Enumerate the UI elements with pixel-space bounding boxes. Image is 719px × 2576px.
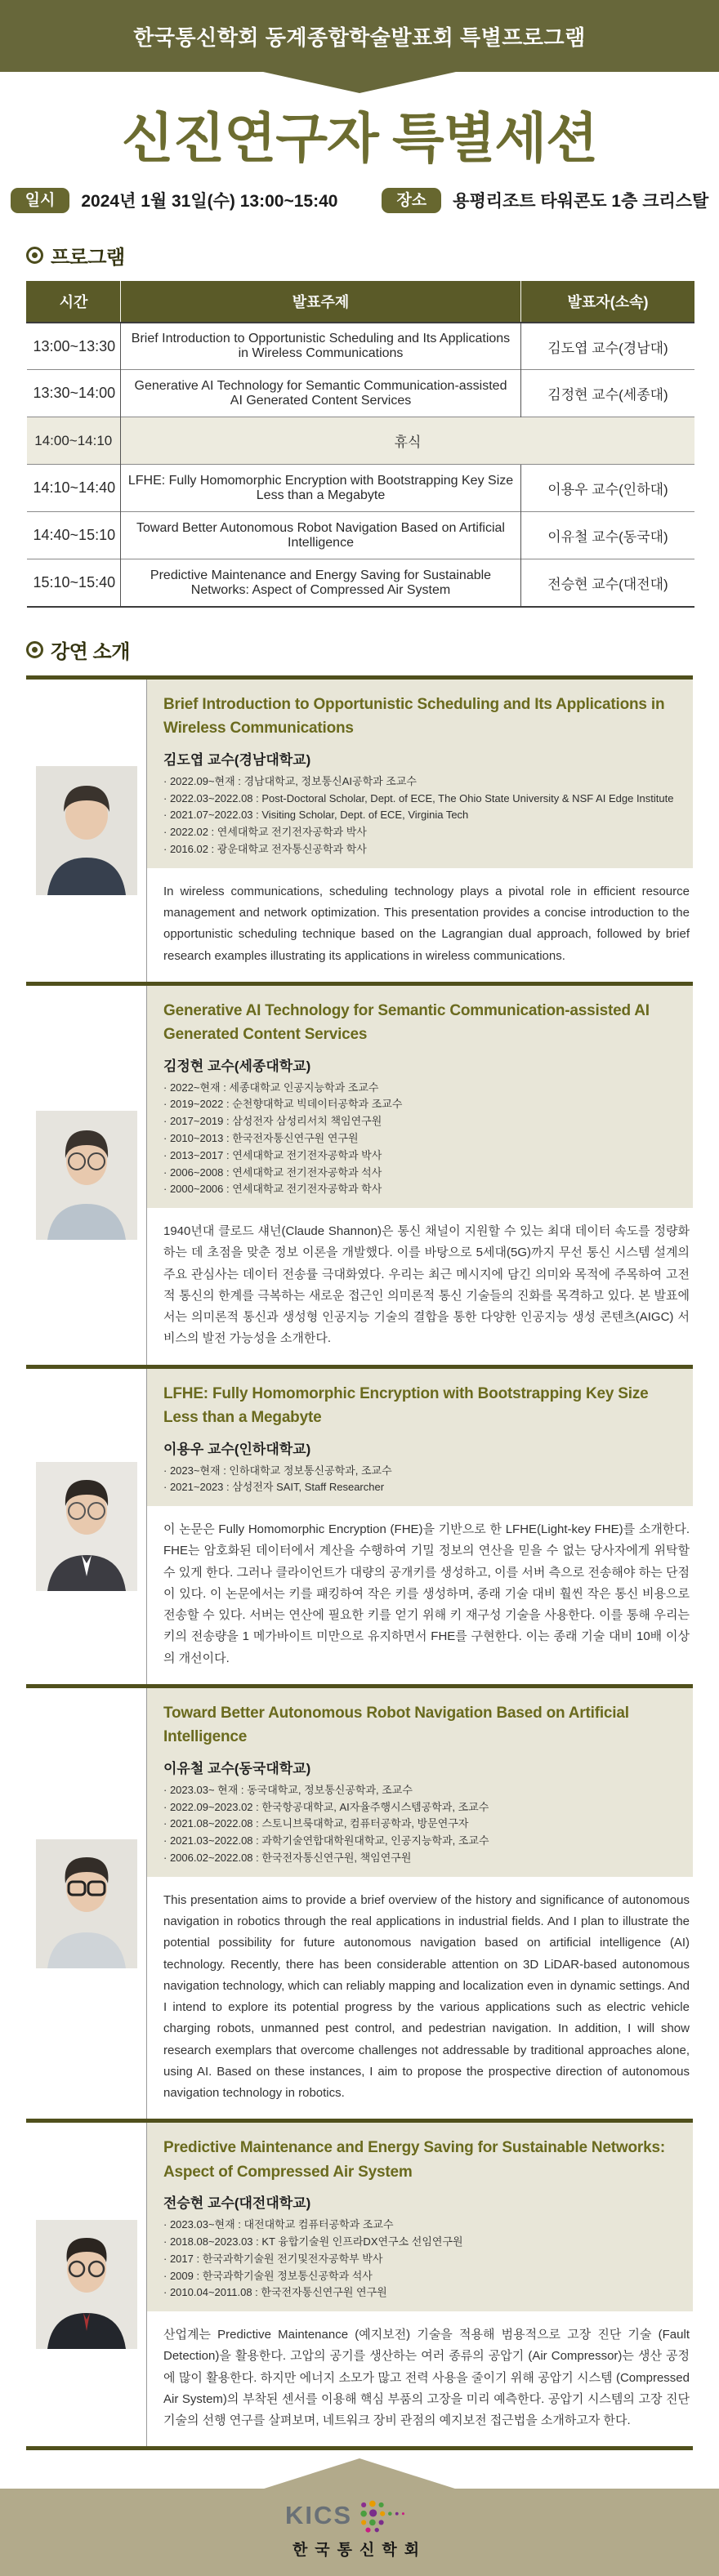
banner-notch-shape bbox=[263, 72, 456, 93]
career-item: · 2017~2019 : 삼성전자 삼성리서치 책임연구원 bbox=[163, 1113, 677, 1130]
speaker-photo bbox=[36, 1462, 137, 1591]
career-item: · 2017 : 한국과학기술원 전기및전자공학부 박사 bbox=[163, 2251, 677, 2268]
meta-row bbox=[0, 188, 719, 213]
footer bbox=[0, 2458, 719, 2576]
career-list bbox=[163, 773, 677, 858]
career-item: · 2021.07~2022.03 : Visiting Scholar, Dept. of ECE, Virginia Tech bbox=[163, 807, 677, 824]
lecture-title: Predictive Maintenance and Energy Saving for Sustainable Networks: Aspect of Compressed Air System bbox=[163, 2139, 665, 2181]
lecture-block bbox=[26, 982, 693, 1365]
cell-time: 14:40~15:10 bbox=[27, 512, 121, 559]
speaker-photo-column bbox=[26, 680, 147, 982]
kics-logo bbox=[285, 2497, 434, 2534]
career-item: · 2021.03~2022.08 : 과학기술연합대학원대학교, 인공지능학과, 조교수 bbox=[163, 1833, 677, 1850]
person-silhouette-icon bbox=[36, 2220, 137, 2349]
cell-speaker: 김정현 교수(세종대) bbox=[521, 370, 695, 417]
footer-peak-shape bbox=[261, 2458, 458, 2489]
cell-topic: LFHE: Fully Homomorphic Encryption with Bootstrapping Key Size Less than a Megabyte bbox=[121, 465, 521, 512]
career-item: · 2022.02 : 연세대학교 전기전자공학과 박사 bbox=[163, 824, 677, 841]
speaker-name: 김도엽 교수(경남대학교) bbox=[163, 751, 311, 768]
col-header-time: 시간 bbox=[27, 281, 121, 323]
col-header-topic: 발표주제 bbox=[121, 281, 521, 323]
person-silhouette-icon bbox=[36, 1462, 137, 1591]
career-list bbox=[163, 2217, 677, 2302]
lecture-block bbox=[26, 1365, 693, 1684]
lecture-block bbox=[26, 675, 693, 982]
career-list bbox=[163, 1463, 677, 1497]
lecture-block bbox=[26, 1684, 693, 2119]
person-silhouette-icon bbox=[36, 1111, 137, 1240]
lecture-header bbox=[147, 2123, 693, 2311]
career-item: · 2010.04~2011.08 : 한국전자통신연구원 연구원 bbox=[163, 2284, 677, 2302]
program-section-heading bbox=[26, 241, 693, 270]
lecture-abstract: 산업계는 Predictive Maintenance (예지보전) 기술을 적용해 범용적으로 고장 진단 기술 (Fault Detection)을 활용한다. 고압의 공기를 생산하는 여러 종류의 공압기 (Air Compressor)는 생산 공정에 많이 활용한다. 하지만 에너지 소모가 많고 전력 사용을 줄이기 위해 공압기 시스템 (Compressed Air System)의 부착된 센서를 이용해 핵심 부품의 고장을 미리 예측한다. 공압기 시스템의 고장 진단 기술의 선행 연구를 살펴보며, 네트워크 장비 관점의 예지보전 접근법을 소개하고자 한다. bbox=[163, 2328, 690, 2428]
lecture-abstract: In wireless communications, scheduling technology plays a pivotal role in efficient resource management and network optimization. This presentation provides a concise introduction to the opportunistic scheduling technique based on the Lagrangian dual approach, followed by brief research examples illustrating its applications in wireless communications. bbox=[163, 884, 690, 963]
datetime-badge: 일시 bbox=[11, 188, 70, 213]
location-value: 용평리조트 타워콘도 1층 크리스탈 bbox=[453, 192, 709, 212]
lecture-abstract: 이 논문은 Fully Homomorphic Encryption (FHE)을 기반으로 한 LFHE(Light-key FHE)를 소개한다. FHE는 암호화된 데이터에서 계산을 수행하여 기밀 정보의 연산을 믿을 수 없는 당사자에게 위탁할 수 있게 한다. 그러나 클라이언트가 대량의 공개키를 생성하고, 이를 서버 측으로 전송해야 하는 단점이 있다. 이 논문에서는 키를 패킹하여 작은 키를 생성하며, 종래 기술 대비 훨씬 작은 통신 비용으로 전송할 수 있다. 서버는 연산에 필요한 키를 얻기 위해 키 재구성 기술을 사용한다. 이를 통해 우리는 키의 전송량을 1 메가바이트 미만으로 유지하면서 FHE를 구현한다. 이는 종래 기술 대비 10배 이상의 개선이다. bbox=[163, 1522, 690, 1665]
career-item: · 2018.08~2023.03 : KT 융합기술원 인프라DX연구소 선임연구원 bbox=[163, 2234, 677, 2251]
table-row bbox=[27, 512, 695, 559]
speaker-photo-column bbox=[26, 2123, 147, 2446]
table-header-row bbox=[27, 281, 695, 323]
table-row bbox=[27, 559, 695, 607]
lecture-list bbox=[26, 675, 693, 2451]
speaker-name: 이유철 교수(동국대학교) bbox=[163, 1760, 311, 1776]
lecture-title: LFHE: Fully Homomorphic Encryption with Bootstrapping Key Size Less than a Megabyte bbox=[163, 1384, 649, 1427]
kics-logo-text: KICS bbox=[284, 2501, 353, 2530]
career-item: · 2006~2008 : 연세대학교 전기전자공학과 석사 bbox=[163, 1165, 677, 1182]
lectures-section-heading bbox=[26, 635, 693, 664]
lecture-content bbox=[147, 680, 693, 982]
lecture-abstract: 1940년대 클로드 섀넌(Claude Shannon)은 통신 채널이 지원할 수 있는 최대 데이터 속도를 정량화하는 데 초점을 맞춘 정보 이론을 개발했다. 이를 바탕으로 5세대(5G)까지 무선 통신 시스템 설계의 주요 관심사는 데이터 전송률 극대화였다. 우리는 최근 메시지에 담긴 의미와 목적에 주목하여 고전적 통신의 한계를 극복하는 새로운 접근인 의미론적 통신 기술들의 진화를 목격하고 있다. 본 발표에서는 의미론적 통신과 생성형 인공지능 기술의 결합을 통한 다양한 인공지능 생성 콘텐츠(AIGC) 서비스의 발전 가능성을 소개한다. bbox=[163, 1224, 690, 1346]
career-item: · 2023~현재 : 인하대학교 정보통신공학과, 조교수 bbox=[163, 1463, 677, 1480]
career-list bbox=[163, 1782, 677, 1867]
career-item: · 2023.03~현재 : 대전대학교 컴퓨터공학과 조교수 bbox=[163, 2217, 677, 2234]
cell-topic: Toward Better Autonomous Robot Navigation Based on Artificial Intelligence bbox=[121, 512, 521, 559]
career-item: · 2022.03~2022.08 : Post-Doctoral Scholar, Dept. of ECE, The Ohio State University & NSF AI Edge Institute bbox=[163, 791, 677, 808]
speaker-name: 김정현 교수(세종대학교) bbox=[163, 1058, 311, 1074]
speaker-photo-column bbox=[26, 1688, 147, 2119]
speaker-photo bbox=[36, 1839, 137, 1968]
career-item: · 2022~현재 : 세종대학교 인공지능학과 조교수 bbox=[163, 1080, 677, 1097]
cell-speaker: 김도엽 교수(경남대) bbox=[521, 323, 695, 370]
cell-time: 14:10~14:40 bbox=[27, 465, 121, 512]
speaker-photo bbox=[36, 2220, 137, 2349]
lectures-heading-text: 강연 소개 bbox=[51, 640, 130, 663]
speaker-photo-column bbox=[26, 1369, 147, 1684]
banner-text: 한국통신학회 동계종합학술발표회 특별프로그램 bbox=[133, 25, 586, 50]
lecture-content bbox=[147, 986, 693, 1365]
speaker-photo-column bbox=[26, 986, 147, 1365]
page-title: 신진연구자 특별세션 bbox=[121, 108, 598, 168]
table-row bbox=[27, 323, 695, 370]
lecture-block bbox=[26, 2119, 693, 2450]
career-item: · 2010~2013 : 한국전자통신연구원 연구원 bbox=[163, 1130, 677, 1148]
lecture-header bbox=[147, 1369, 693, 1506]
speaker-photo bbox=[36, 766, 137, 895]
person-silhouette-icon bbox=[36, 766, 137, 895]
lecture-header bbox=[147, 680, 693, 868]
section-bullet-icon bbox=[26, 641, 43, 658]
cell-speaker: 전승현 교수(대전대) bbox=[521, 559, 695, 607]
table-row-break bbox=[27, 417, 695, 465]
col-header-speaker: 발표자(소속) bbox=[521, 281, 695, 323]
cell-time: 13:30~14:00 bbox=[27, 370, 121, 417]
lecture-header bbox=[147, 986, 693, 1208]
career-item: · 2021~2023 : 삼성전자 SAIT, Staff Researcher bbox=[163, 1479, 677, 1496]
lecture-title: Toward Better Autonomous Robot Navigation Based on Artificial Intelligence bbox=[163, 1704, 629, 1746]
table-row bbox=[27, 370, 695, 417]
datetime-value: 2024년 1월 31일(수) 13:00~15:40 bbox=[81, 192, 338, 212]
career-list bbox=[163, 1080, 677, 1199]
career-item: · 2023.03~ 현재 : 동국대학교, 정보통신공학과, 조교수 bbox=[163, 1782, 677, 1799]
top-banner bbox=[0, 0, 719, 72]
table-row bbox=[27, 465, 695, 512]
kics-org-name: 한국통신학회 bbox=[292, 2542, 427, 2560]
lecture-title: Generative AI Technology for Semantic Communication-assisted AI Generated Content Services bbox=[163, 1001, 650, 1044]
career-item: · 2000~2006 : 연세대학교 전기전자공학과 학사 bbox=[163, 1181, 677, 1198]
lecture-content bbox=[147, 1369, 693, 1684]
career-item: · 2009 : 한국과학기술원 정보통신공학과 석사 bbox=[163, 2268, 677, 2285]
cell-time: 13:00~13:30 bbox=[27, 323, 121, 370]
lecture-title: Brief Introduction to Opportunistic Scheduling and Its Applications in Wireless Communications bbox=[163, 695, 665, 738]
speaker-name: 전승현 교수(대전대학교) bbox=[163, 2195, 311, 2212]
cell-topic: Predictive Maintenance and Energy Saving for Sustainable Networks: Aspect of Compressed Air System bbox=[121, 559, 521, 607]
cell-topic: Brief Introduction to Opportunistic Scheduling and Its Applications in Wireless Communications bbox=[121, 323, 521, 370]
lecture-content bbox=[147, 1688, 693, 2119]
lecture-abstract: This presentation aims to provide a brief overview of the history and significance of autonomous navigation in robotics through the real applications in industrial fields. And I plan to illustrate the potential possibility for future autonomous navigation based on artificial intelligence (AI) technology. Recently, there has been considerable attention on 3D LiDAR-based autonomous navigation technology, which can reliably mapping and localization even in dynamic settings. And I intend to explore its potential progress by the various applications such as electric vehicle charging robots, unmanned pest control, and pedestrian navigation. In addition, I will show research exemplars that overcome challenges not addressable by traditional approaches alone, using AI. Based on these instances, I aim to propose the prospective direction of autonomous navigation technology in robotics. bbox=[163, 1892, 690, 2101]
speaker-name: 이용우 교수(인하대학교) bbox=[163, 1441, 311, 1457]
cell-speaker: 이용우 교수(인하대) bbox=[521, 465, 695, 512]
cell-break-label: 휴식 bbox=[121, 417, 695, 465]
career-item: · 2006.02~2022.08 : 한국전자통신연구원, 책임연구원 bbox=[163, 1850, 677, 1867]
kics-dots-icon bbox=[359, 2497, 434, 2534]
lecture-header bbox=[147, 1688, 693, 1877]
career-item: · 2022.09~현재 : 경남대학교, 정보통신AI공학과 조교수 bbox=[163, 773, 677, 791]
career-item: · 2019~2022 : 순천향대학교 빅데이터공학과 조교수 bbox=[163, 1096, 677, 1113]
career-item: · 2016.02 : 광운대학교 전자통신공학과 학사 bbox=[163, 841, 677, 858]
location-badge: 장소 bbox=[382, 188, 441, 213]
section-bullet-icon bbox=[26, 247, 43, 264]
career-item: · 2021.08~2022.08 : 스토니브룩대학교, 컴퓨터공학과, 방문연구자 bbox=[163, 1816, 677, 1833]
career-item: · 2022.09~2023.02 : 한국항공대학교, AI자율주행시스템공학과, 조교수 bbox=[163, 1799, 677, 1816]
cell-time: 14:00~14:10 bbox=[27, 417, 121, 465]
cell-time: 15:10~15:40 bbox=[27, 559, 121, 607]
speaker-photo bbox=[36, 1111, 137, 1240]
footer-bar bbox=[0, 2489, 719, 2576]
program-heading-text: 프로그램 bbox=[51, 246, 125, 269]
lecture-content bbox=[147, 2123, 693, 2446]
person-silhouette-icon bbox=[36, 1839, 137, 1968]
program-table bbox=[26, 281, 694, 608]
career-item: · 2013~2017 : 연세대학교 전기전자공학과 박사 bbox=[163, 1148, 677, 1165]
cell-speaker: 이유철 교수(동국대) bbox=[521, 512, 695, 559]
cell-topic: Generative AI Technology for Semantic Communication-assisted AI Generated Content Services bbox=[121, 370, 521, 417]
